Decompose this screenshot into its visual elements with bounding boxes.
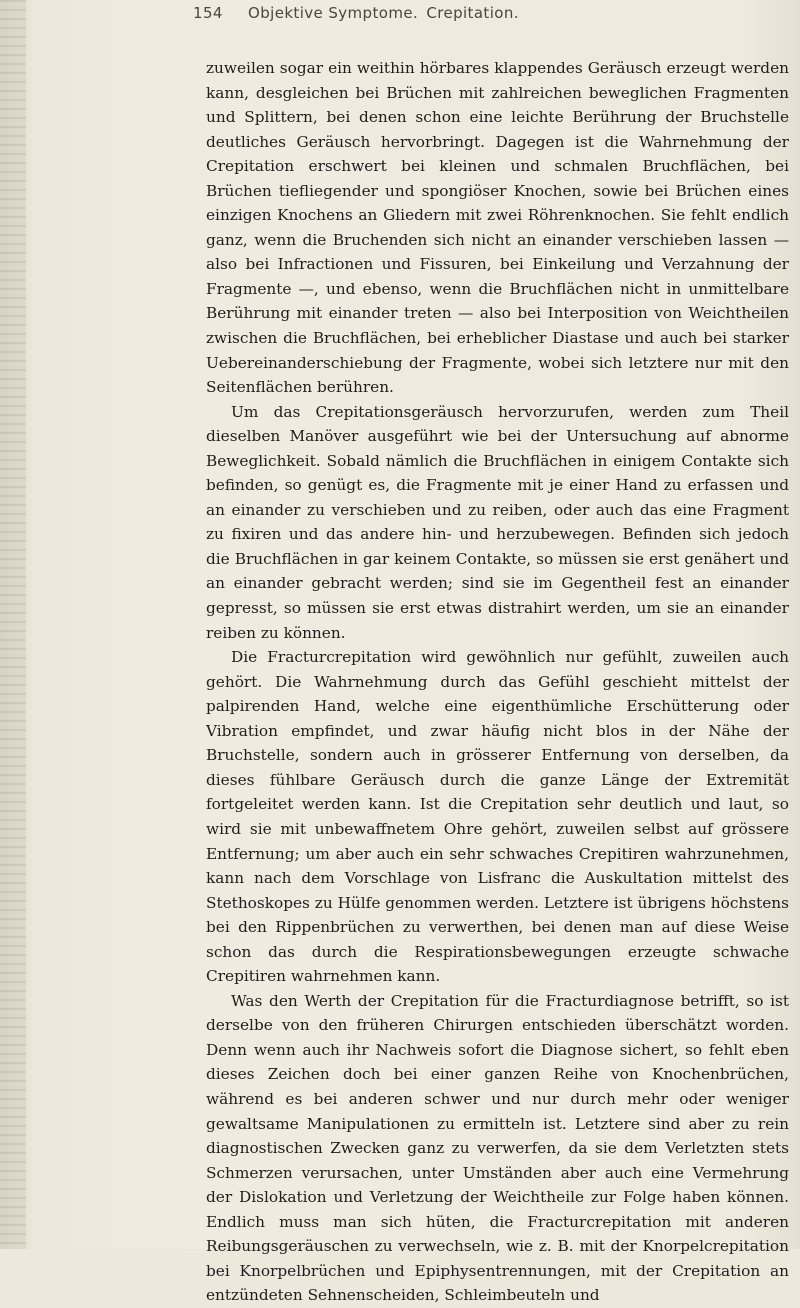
page-number: 154 xyxy=(193,4,223,22)
running-header xyxy=(193,4,753,34)
paragraph-eliciting-crepitation: Um das Crepitationsgeräusch hervorzurufen, werden zum Theil dieselben Manöver ausgeführt wie bei der Untersuchung auf abnorme Beweglichkeit. Sobald nämlich die Bruchflächen in einigem Contakte sich befinden, so genügt es, die Fragmente mit je einer Hand zu erfassen und an einander zu verschieben und zu reiben, oder auch das eine Fragment zu fixiren und das andere hin- und herzubewegen. Befinden sich jedoch die Bruchflächen in gar keinem Contakte, so müssen sie erst genähert und an einander gebracht werden; sind sie im Gegentheil fest an einander gepresst, so müssen sie erst etwas distrahirt werden, um sie an einander reiben zu können. xyxy=(206,402,789,642)
section-title: Crepitation. xyxy=(426,4,519,22)
paragraph-continuation: zuweilen sogar ein weithin hörbares klappendes Geräusch erzeugt werden kann, desgleichen bei Brüchen mit zahlreichen beweglichen Fragmenten und Splittern, bei denen schon eine leichte Berührung der Bruchstelle deutliches Geräusch hervorbringt. Dagegen ist die Wahrnehmung der Crepitation erschwert bei kleinen und schmalen Bruchflächen, bei Brüchen tiefliegender und spongiöser Knochen, sowie bei Brüchen eines einzigen Knochens an Gliedern mit zwei Röhrenknochen. Sie fehlt endlich ganz, wenn die Bruchenden sich nicht an einander verschieben lassen — also bei Infractionen und Fissuren, bei Einkeilung und Verzahnung der Fragmente —, und ebenso, wenn die Bruchflächen nicht in unmittelbare Berührung mit einander treten — also bei Interposition von Weichtheilen zwischen die Bruchflächen, bei erheblicher Diastase und auch bei starker Uebereinanderschiebung der Fragmente, wobei sich letztere nur mit den Seitenflächen berühren. xyxy=(206,59,789,397)
binding-gutter xyxy=(0,0,26,1249)
body-text xyxy=(206,56,789,1308)
paragraph-diagnostic-value: Was den Werth der Crepitation für die Fracturdiagnose betrifft, so ist derselbe von den früheren Chirurgen entschieden überschätzt worden. Denn wenn auch ihr Nachweis sofort die Diagnose sichert, so fehlt eben dieses Zeichen doch bei einer ganzen Reihe von Knochenbrüchen, während es bei anderen schwer und nur durch mehr oder weniger gewaltsame Manipulationen zu ermitteln ist. Letztere sind aber zu rein diagnostischen Zwecken ganz zu verwerfen, da sie dem Verletzten stets Schmerzen verursachen, unter Umständen aber auch eine Vermehrung der Dislokation und Verletzung der Weichtheile zur Folge haben können. Endlich muss man sich hüten, die Fracturcrepitation mit anderen Reibungsgeräuschen zu verwechseln, wie z. B. mit der Knorpelcrepitation bei Knorpelbrüchen und Epiphysentrennungen, mit der Crepitation an entzündeten Sehnenscheiden, Schleimbeuteln und xyxy=(206,991,789,1305)
paragraph-perception: Die Fracturcrepitation wird gewöhnlich nur gefühlt, zuweilen auch gehört. Die Wahrnehmung durch das Gefühl geschieht mittelst der palpirenden Hand, welche eine eigenthümliche Erschütterung oder Vibration empfindet, und zwar häufig nicht blos in der Nähe der Bruchstelle, sondern auch in grösserer Entfernung von derselben, da dieses fühlbare Geräusch durch die ganze Länge der Extremität fortgeleitet werden kann. Ist die Crepitation sehr deutlich und laut, so wird sie mit unbewaffnetem Ohre gehört, zuweilen selbst auf grössere Entfernung; um aber auch ein sehr schwaches Crepitiren wahrzunehmen, kann nach dem Vorschlage von Lisfranc die Auskultation mittelst des Stethoskopes zu Hülfe genommen werden. Letztere ist übrigens höchstens bei den Rippenbrüchen zu verwerthen, bei denen man auf diese Weise schon das durch die Respirationsbewegungen erzeugte schwache Crepitiren wahrnehmen kann. xyxy=(206,648,789,986)
running-title: Objektive Symptome. xyxy=(248,4,419,22)
